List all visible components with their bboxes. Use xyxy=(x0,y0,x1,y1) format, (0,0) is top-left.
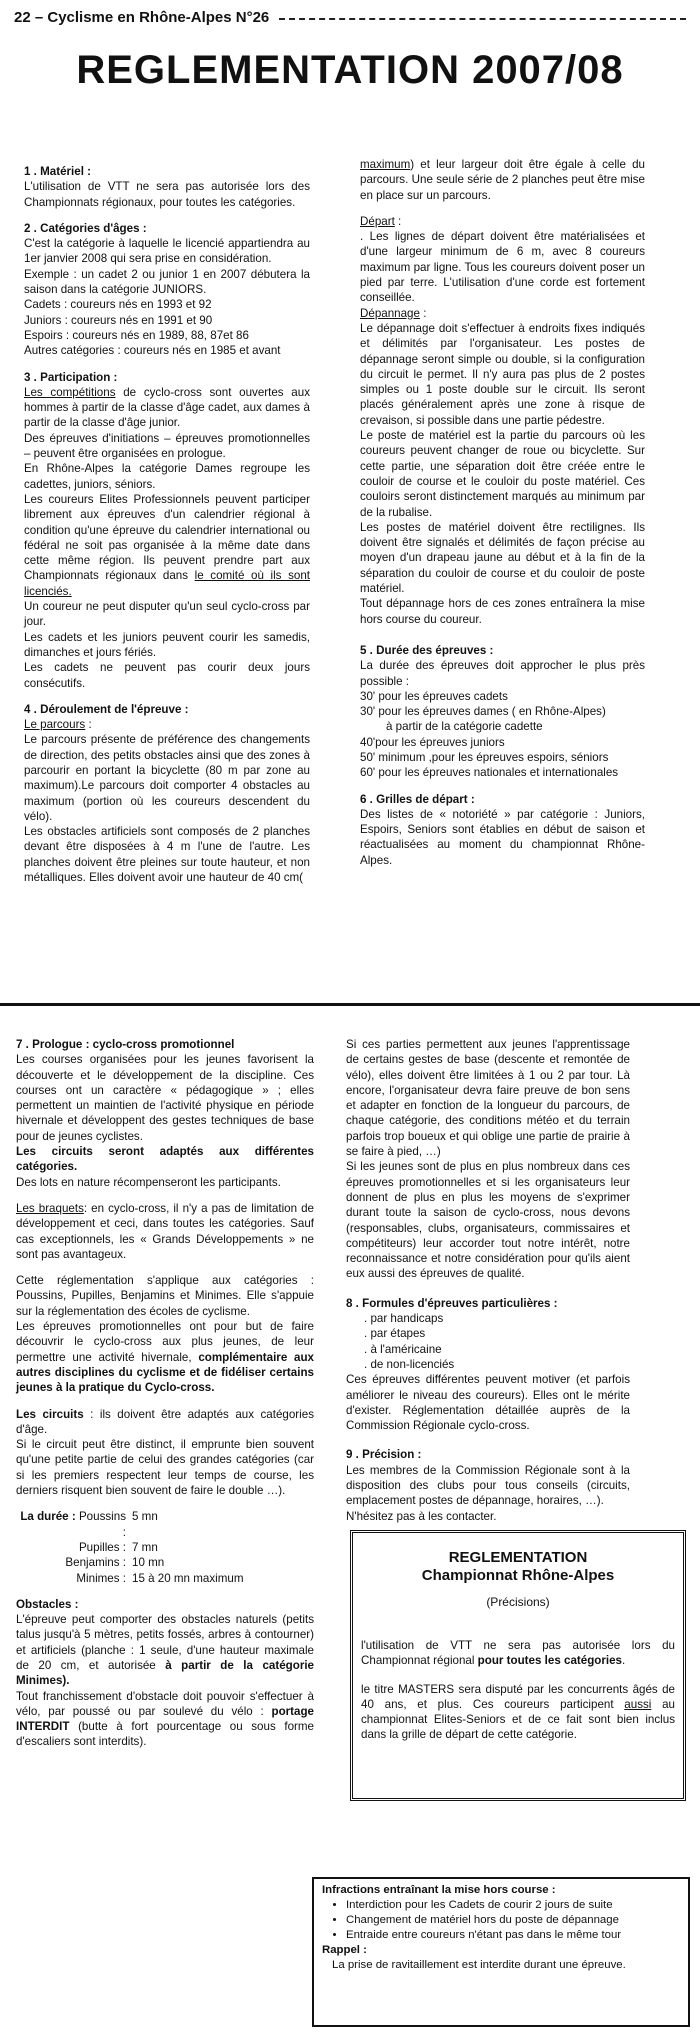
duree-dames: 30' pour les épreuves dames ( en Rhône-Alpes) xyxy=(360,705,606,719)
section-8-title: 8 . Formules d'épreuves particulières : xyxy=(346,1296,558,1310)
formule-non-licencies: . de non-licenciés xyxy=(364,1357,455,1371)
section-3-p3: En Rhône-Alpes la catégorie Dames regroupe les cadettes, juniors, séniors. xyxy=(24,462,310,491)
section-3-p5: Un coureur ne peut disputer qu'un seul cyclo-cross par jour. xyxy=(24,600,310,629)
depannage-heading xyxy=(360,306,645,321)
section-7-p3: Des lots en nature récompenseront les participants. xyxy=(16,1175,281,1189)
section-9-title: 9 . Précision : xyxy=(346,1448,422,1462)
section-7-p8: Si le circuit peut être distinct, il emprunte bien souvent qu'une petite partie de celui des grandes catégories (car si les premiers respectent leur temps de course, les derniers risquent bien souvent de faire le double …). xyxy=(16,1438,314,1498)
upper-left-column xyxy=(24,164,310,885)
section-4-title: 4 . Déroulement de l'épreuve : xyxy=(24,702,189,716)
page-number-title: 22 – Cyclisme en Rhône-Alpes N°26 xyxy=(14,8,270,26)
pupilles-value: 7 mn xyxy=(132,1540,158,1554)
rappel-note: La prise de ravitaillement est interdite durant une épreuve. xyxy=(332,1959,626,1971)
depannage-colon: : xyxy=(419,306,427,320)
section-2-cadets: Cadets : coureurs nés en 1993 et 92 xyxy=(24,298,212,312)
box-title xyxy=(353,1549,683,1585)
section-8-text: Ces épreuves différentes peuvent motiver (et parfois améliorer le niveau des coureurs). Elles ont le mérite d'exister. Réglementation détaillée auprès de la Commission Régionale cyclo-cross. xyxy=(346,1373,630,1433)
duree-espoirs: 50' minimum ,pour les épreuves espoirs, séniors xyxy=(360,750,609,764)
pupilles-label: Pupilles : xyxy=(78,1540,126,1554)
section-4-p2-rest: ) et leur largeur doit être égale à celle du parcours. Une seule série de 2 planches peut être mise en place sur un parcours. xyxy=(360,158,645,202)
section-4-p4: Le dépannage doit s'effectuer à endroits fixes indiqués et délimités par l'organisateur. Les postes de dépannage seront simple ou double, si la configuration du circuit le permet. Il n'y aura pas plus de 2 postes simples ou 1 poste double sur le circuit. Ils seront placés généralement après une zone à risque de crevaison, si possible dans une partie pédestre. xyxy=(360,321,645,427)
section-3-p4-underlined: le comité où ils sont licenciés. xyxy=(24,569,310,598)
section-4-p5: Le poste de matériel est la partie du parcours où les coureurs peuvent changer de roue ou bicyclette. Sur cette partie, une séparation doit être créée entre le couloir de course et le couloir du poste matériel. Ces couloirs seront distinctement marqués au minimum par de la rubalise. xyxy=(360,429,645,519)
section-2-espoirs: Espoirs : coureurs nés en 1989, 88, 87et 86 xyxy=(24,328,249,342)
depart-label: Départ xyxy=(360,214,395,228)
maximum-underlined: maximum xyxy=(360,158,411,171)
section-9-p1: Les membres de la Commission Régionale sont à la disposition des clubs pour tous conseils (circuits, emplacement postes de dépannage, horaires, …). xyxy=(346,1463,630,1508)
section-7-p4-rest: : en cyclo-cross, il n'y a pas de limitation de développement et ceci, dans toutes les catégories. Sauf cas exceptionnels, les « Grands Développements » ne sont pas avantageux. xyxy=(16,1201,314,1261)
section-7-p6-text: Les épreuves promotionnelles ont pour but de faire découvrir le cyclo-cross aux plus jeunes, de leur permettre une activité hivernale, xyxy=(16,1320,314,1364)
benjamins-label: Benjamins : xyxy=(65,1556,126,1570)
championnat-box xyxy=(350,1530,686,1801)
box-subtitle: (Précisions) xyxy=(486,1595,550,1609)
section-4-p2-continued xyxy=(360,157,645,203)
depart-heading xyxy=(360,214,645,229)
page-header xyxy=(14,6,686,28)
section-2-autres: Autres catégories : coureurs nés en 1985 et avant xyxy=(24,344,281,358)
section-3-p6: Les cadets et les juniors peuvent courir les samedis, dimanches et jours fériés. xyxy=(24,630,310,659)
parcours-heading xyxy=(24,717,310,732)
section-4-p3: . Les lignes de départ doivent être matérialisées et d'une largeur minimum de 6 m, avec 8 coureurs maximum par ligne. Tous les coureurs doivent poser un pied par terre. L'utilisation d'une corde est fortement conseillée. xyxy=(360,230,645,305)
box-title-line2: Championnat Rhône-Alpes xyxy=(421,1567,615,1584)
section-7-p9-text: L'épreuve peut comporter des obstacles naturels (petits talus jusqu'à 5 mètres, petits fossés, arbres à contourner) et artificiels (planche : 1 seule, d'une hauteur maximale de 20 cm, et autorisée xyxy=(16,1613,314,1672)
section-7-p9-bold: à partir de la catégorie Minimes). xyxy=(16,1658,315,1688)
box-p2 xyxy=(361,1682,675,1742)
section-3-p4 xyxy=(24,492,310,599)
duree-cadets: 30' pour les épreuves cadets xyxy=(360,689,508,703)
section-5-intro: La durée des épreuves doit approcher le plus près possible : xyxy=(360,659,645,688)
infraction-item: • Entraide entre coureurs n'étant pas dans le même tour xyxy=(346,1928,680,1943)
depart-colon: : xyxy=(394,214,402,228)
duree-row-poussins xyxy=(16,1509,314,1540)
duree-label-text: La durée : xyxy=(20,1510,76,1524)
minimes-value: 15 à 20 mn maximum xyxy=(132,1571,244,1585)
section-3-p4-text: Les coureurs Elites Professionnels peuvent participer librement aux épreuves d'un calendrier régional à condition qu'une épreuve du calendrier international ou fédéral ne soit pas organisée à la même date dans cette même région. Ils peuvent prendre part aux Championnats régionaux dans xyxy=(24,492,310,583)
poussins-value: 5 mn xyxy=(132,1510,158,1524)
duree-juniors: 40'pour les épreuves juniors xyxy=(360,735,505,749)
box-title-line1: REGLEMENTATION xyxy=(448,1549,588,1566)
parcours-label: Le parcours xyxy=(24,718,86,732)
braquets-label: Les braquets xyxy=(16,1201,84,1215)
box-p2-text: le titre MASTERS sera disputé par les concurrents âgés de 40 ans, et plus. Ces coureurs participent xyxy=(361,1683,675,1711)
section-7-p1: Les courses organisées pour les jeunes favorisent la découverte et le développement de la discipline. Ces courses ont un caractère « pédagogique » ; elles permettent un maintien de l'activité physique en période hivernale et développent des gestes techniques de base pour de jeunes cyclistes. xyxy=(16,1053,314,1143)
circuits-label: Les circuits xyxy=(16,1407,84,1421)
main-title: REGLEMENTATION 2007/08 xyxy=(76,48,624,92)
section-5-title: 5 . Durée des épreuves : xyxy=(360,643,494,657)
box-p1 xyxy=(361,1638,675,1668)
infractions-box xyxy=(312,1877,690,2027)
section-1-text: L'utilisation de VTT ne sera pas autorisée lors des Championnats régionaux, pour toutes les catégories. xyxy=(24,180,310,209)
lower-left-column xyxy=(16,1037,314,1750)
competitions-underlined: Les compétitions xyxy=(24,385,116,399)
section-7-p10 xyxy=(16,1689,314,1750)
section-4-p2: Les obstacles artificiels sont composés de 2 planches devant être disposées à 4 m l'une de l'autre. Les planches doivent être pleines sur toute hauteur, et non métalliques. Elles doivent avoir une hauteur de 40 cm( xyxy=(24,825,310,885)
section-3-p1 xyxy=(24,385,310,431)
infraction-item: • Changement de matériel hors du poste de dépannage xyxy=(346,1913,680,1928)
section-7-p12: Si les jeunes sont de plus en plus nombreux dans ces épreuves promotionnelles et si les organisateurs leur donnent de plus en plus les moyens de s'exprimer durant toute la saison de cyclo-cross, nous devons (responsables, clubs, organisateurs, commissaires et compétiteurs) leur accorder tout notre intérêt, notre reconnaissance et notre considération pour qu'ils aient eux aussi des épreuves de qualité. xyxy=(346,1160,630,1281)
minimes-label: Minimes : xyxy=(76,1571,126,1585)
section-divider xyxy=(0,1003,700,1006)
section-2-juniors: Juniors : coureurs nés en 1991 et 90 xyxy=(24,313,213,327)
section-7-title: 7 . Prologue : cyclo-cross promotionnel xyxy=(16,1038,235,1051)
duree-row-minimes xyxy=(16,1571,314,1586)
section-7-p5: Cette réglementation s'applique aux catégories : Poussins, Pupilles, Benjamins et Minimes. Elle s'appuie sur la réglementation des écoles de cyclisme. xyxy=(16,1274,314,1318)
section-4-p7: Tout dépannage hors de ces zones entraînera la mise hors course du coureur. xyxy=(360,597,645,626)
section-7-p7 xyxy=(16,1407,314,1438)
portage-interdit: portage INTERDIT xyxy=(16,1704,314,1734)
section-1-title: 1 . Matériel : xyxy=(24,165,92,178)
section-7-p9 xyxy=(16,1612,314,1688)
duree-label xyxy=(16,1509,132,1540)
box-p1-text: l'utilisation de VTT ne sera pas autorisée lors du Championnat régional xyxy=(361,1639,675,1667)
formule-americaine: . à l'américaine xyxy=(364,1342,442,1356)
section-3-title: 3 . Participation : xyxy=(24,370,118,384)
section-7-p10-text: Tout franchissement d'obstacle doit pouvoir s'effectuer à vélo, par poussé ou par soulevé du vélo : xyxy=(16,1689,314,1718)
depannage-label: Dépannage xyxy=(360,306,420,320)
duree-dames-note: à partir de la catégorie cadette xyxy=(386,720,543,734)
section-7-p11: Si ces parties permettent aux jeunes l'apprentissage de certains gestes de base (descente et remontée de vélo), elles doivent être limitées à 1 ou 2 par tour. Là encore, l'organisateur devra faire preuve de bon sens et adapter en fonction de la longueur du parcours, de chaque catégorie, des conditions météo et du terrain parfois trop boueux et qui oblige une partie de prairie à se faire à pied, …) xyxy=(346,1038,630,1159)
upper-right-column xyxy=(360,157,645,868)
box-p1-end: . xyxy=(622,1654,626,1667)
section-7-p4 xyxy=(16,1201,314,1262)
duree-row-benjamins xyxy=(16,1555,314,1570)
formule-handicaps: . par handicaps xyxy=(364,1312,444,1326)
section-3-p7: Les cadets ne peuvent pas courir deux jours consécutifs. xyxy=(24,661,310,690)
infraction-item: • Interdiction pour les Cadets de courir 2 jours de suite xyxy=(346,1898,680,1913)
lower-right-column xyxy=(346,1037,630,1524)
infractions-list xyxy=(322,1898,680,1943)
duree-row-pupilles xyxy=(16,1540,314,1555)
box-p1-bold: pour toutes les catégories xyxy=(477,1654,622,1667)
section-7-p7-rest: : ils doivent être adaptés aux catégories d'âge. xyxy=(16,1407,314,1436)
section-2-title: 2 . Catégories d'âges : xyxy=(24,221,147,235)
infractions-title: Infractions entraînant la mise hors course : xyxy=(322,1884,556,1896)
box-p2-underlined: aussi xyxy=(624,1698,652,1711)
section-7-p10-rest: (butte à fort pourcentage ou sous forme d'escaliers sont interdits). xyxy=(16,1720,314,1749)
section-6-title: 6 . Grilles de départ : xyxy=(360,792,475,806)
section-6-text: Des listes de « notoriété » par catégorie : Juniors, Espoirs, Seniors sont établies en début de saison et réactualisées au moment du championnat Rhône-Alpes. xyxy=(360,807,645,867)
parcours-colon: : xyxy=(85,718,92,732)
section-2-p1: C'est la catégorie à laquelle le licencié appartiendra au 1er janvier 2008 qui sera prise en considération. xyxy=(24,237,310,266)
section-7-p6-bold: complémentaire aux autres disciplines du cyclisme et de fidéliser certains jeunes à la pratique du Cyclo-cross. xyxy=(16,1350,314,1395)
box-p2-rest: au championnat Elites-Seniors et de ce fait sont bien inclus dans la grille de départ de cette catégorie. xyxy=(361,1698,675,1741)
section-9-p2: N'hésitez pas à les contacter. xyxy=(346,1509,497,1523)
duree-nationales: 60' pour les épreuves nationales et internationales xyxy=(360,766,619,780)
section-4-p1: Le parcours présente de préférence des changements de direction, des petits obstacles ainsi que des zones à parcourir en portant la bicyclette (80 m par zone au maximum).Le parcours doit comporter 4 obstacles au maximum (portion où les coureurs descendent du vélo). xyxy=(24,733,310,823)
header-dashed-rule xyxy=(279,18,686,20)
formule-etapes: . par étapes xyxy=(364,1327,426,1341)
section-3-p1-rest: de cyclo-cross sont ouvertes aux hommes à partir de la classe d'âge cadet, aux dames à partir de la classe d'âge junior. xyxy=(24,385,310,430)
section-7-p2: Les circuits seront adaptés aux différentes catégories. xyxy=(16,1145,314,1174)
section-7-p6 xyxy=(16,1319,314,1395)
benjamins-value: 10 mn xyxy=(132,1556,165,1570)
section-4-p6: Les postes de matériel doivent être rectilignes. Ils doivent être signalés et délimités de façon précise au moyen d'un drapeau jaune au début et à la fin de la séparation du couloir de course et du couloir de poste matériel. xyxy=(360,520,645,596)
poussins-label: Poussins : xyxy=(78,1510,126,1539)
rappel-title: Rappel : xyxy=(322,1944,367,1956)
section-2-p2: Exemple : un cadet 2 ou junior 1 en 2007 débutera la saison dans la catégorie JUNIORS. xyxy=(24,267,310,297)
section-3-p2: Des épreuves d'initiations – épreuves promotionnelles – peuvent être organisées en prologue. xyxy=(24,431,310,461)
obstacles-title: Obstacles : xyxy=(16,1597,79,1611)
